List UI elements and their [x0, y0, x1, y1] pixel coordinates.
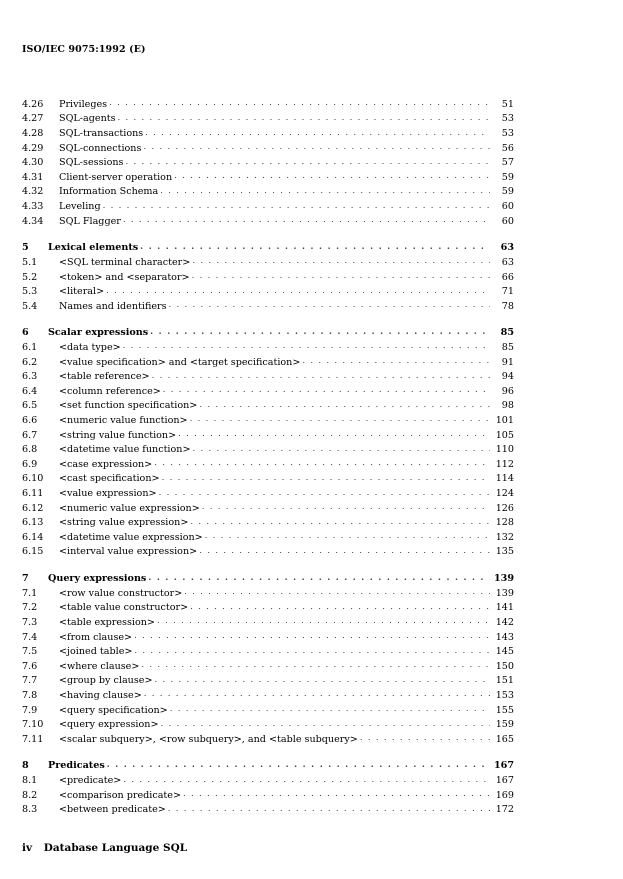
running-header: ISO/IEC 9075:1992 (E): [22, 44, 146, 55]
dot-leader: [205, 531, 490, 541]
section-gap: [22, 747, 514, 759]
toc-entry[interactable]: [22, 185, 514, 200]
toc-entry-page: 159: [495, 719, 514, 731]
toc-entry-title: <joined table>: [59, 646, 133, 658]
toc-entry-number: 4.31: [22, 171, 44, 183]
toc-entry-title: <table expression>: [59, 616, 155, 628]
toc-section-heading[interactable]: [22, 240, 514, 255]
toc-entry-page: 56: [501, 142, 514, 154]
toc-section-heading[interactable]: [22, 326, 514, 341]
toc-entry-title: <predicate>: [59, 775, 122, 786]
dot-leader: [148, 573, 490, 583]
toc-entry[interactable]: [22, 615, 514, 630]
toc-entry[interactable]: [22, 732, 514, 747]
toc-entry-number: 7.3: [22, 616, 38, 628]
toc-entry-page: 98: [501, 400, 514, 412]
toc-entry-page: 114: [495, 473, 514, 485]
toc-entry-page: 142: [495, 616, 514, 628]
toc-entry-title: <from clause>: [59, 631, 133, 643]
dot-leader: [141, 660, 490, 670]
toc-entry-page: 53: [501, 113, 514, 125]
toc-entry-number: 6.11: [22, 488, 44, 500]
page-footer: [22, 842, 187, 854]
toc-entry-page: 165: [495, 733, 514, 745]
dot-leader: [163, 385, 490, 395]
toc-entry-title: <case expression>: [59, 458, 153, 470]
dot-leader: [134, 631, 490, 641]
toc-entry-number: 8.3: [22, 804, 38, 816]
dot-leader: [190, 517, 490, 527]
toc-entry[interactable]: [22, 788, 514, 803]
toc-entry[interactable]: [22, 530, 514, 545]
toc-entry-number: 7.1: [22, 587, 38, 599]
toc-entry-title: Leveling: [59, 201, 101, 213]
toc-entry-number: 5.3: [22, 286, 38, 298]
toc-entry[interactable]: [22, 299, 514, 314]
toc-entry-number: 4.32: [22, 186, 44, 198]
dot-leader: [159, 488, 490, 498]
dot-leader: [184, 587, 490, 597]
toc-entry-title: Scalar expressions: [48, 327, 149, 339]
toc-entry-page: 78: [501, 300, 514, 312]
toc-entry-number: 6.13: [22, 517, 44, 529]
toc-entry-page: 139: [495, 587, 514, 599]
toc-entry-title: <having clause>: [59, 689, 142, 701]
toc-entry[interactable]: [22, 428, 514, 443]
dot-leader: [183, 789, 490, 799]
toc-section-heading[interactable]: [22, 571, 514, 586]
toc-entry-number: 6.3: [22, 371, 38, 383]
toc-entry-page: 167: [493, 760, 514, 772]
toc-entry-page: 63: [500, 242, 514, 254]
toc-entry[interactable]: [22, 545, 514, 560]
toc-entry-number: 5.4: [22, 300, 38, 312]
toc-entry-title: <table value constructor>: [59, 602, 189, 614]
dot-leader: [199, 400, 490, 410]
dot-leader: [162, 473, 490, 483]
toc-entry-number: 6.15: [22, 546, 44, 558]
toc-entry-number: 5: [22, 242, 29, 254]
toc-entry[interactable]: [22, 155, 514, 170]
toc-entry-page: 141: [495, 602, 514, 614]
toc-entry[interactable]: [22, 126, 514, 141]
toc-entry-page: 66: [501, 271, 514, 283]
dot-leader: [154, 458, 490, 468]
toc-entry-page: 132: [495, 531, 514, 543]
toc-entry[interactable]: [22, 112, 514, 127]
toc-entry[interactable]: [22, 170, 514, 185]
toc-entry-number: 6.2: [22, 356, 38, 368]
toc-entry-number: 6.12: [22, 502, 44, 514]
toc-entry-number: 8: [22, 760, 29, 772]
toc-entry-number: 8.1: [22, 775, 38, 786]
toc-entry[interactable]: [22, 773, 514, 788]
toc-entry-page: 85: [501, 341, 514, 353]
toc-entry-title: <numeric value expression>: [59, 502, 200, 514]
toc-entry-number: 4.33: [22, 201, 44, 213]
toc-entry[interactable]: [22, 442, 514, 457]
toc-entry-number: 4.30: [22, 157, 44, 169]
toc-entry-number: 7.7: [22, 675, 38, 687]
toc-entry-page: 143: [495, 631, 514, 643]
dot-leader: [178, 429, 490, 439]
toc-entry-page: 169: [495, 789, 514, 801]
dot-leader: [118, 113, 490, 123]
dot-leader: [199, 546, 490, 556]
dot-leader: [170, 704, 490, 714]
toc-entry-title: Information Schema: [59, 186, 159, 198]
dot-leader: [103, 201, 490, 211]
dot-leader: [193, 444, 491, 454]
toc-entry-title: <cast specification>: [59, 473, 160, 485]
toc-entry-page: 105: [495, 429, 514, 441]
toc-entry-number: 6.9: [22, 458, 38, 470]
dot-leader: [150, 327, 490, 337]
toc-entry-page: 101: [495, 414, 514, 426]
toc-entry-page: 155: [495, 704, 514, 716]
toc-entry[interactable]: [22, 457, 514, 472]
toc-entry-title: <column reference>: [59, 385, 161, 397]
dot-leader: [123, 341, 490, 351]
toc-entry-title: Privileges: [59, 98, 108, 110]
toc-entry-number: 4.29: [22, 142, 44, 154]
toc-entry[interactable]: [22, 97, 514, 112]
toc-entry-title: <value specification> and <target specification>: [59, 356, 301, 368]
toc-entry-number: 6.8: [22, 444, 38, 456]
toc-entry[interactable]: [22, 214, 514, 229]
dot-leader: [160, 186, 490, 196]
toc-entry-page: 91: [501, 356, 514, 368]
toc-entry-title: <literal>: [59, 286, 105, 298]
toc-entry-number: 6.7: [22, 429, 38, 441]
toc-entry-title: <SQL terminal character>: [59, 256, 191, 268]
toc-section-heading[interactable]: [22, 759, 514, 774]
toc-entry-number: 6.4: [22, 385, 38, 397]
dot-leader: [169, 300, 490, 310]
toc-entry[interactable]: [22, 486, 514, 501]
toc-entry-number: 5.2: [22, 271, 38, 283]
toc-entry-number: 4.28: [22, 128, 44, 140]
toc-entry-page: 63: [501, 256, 514, 268]
dot-leader: [192, 271, 490, 281]
dot-leader: [143, 142, 490, 152]
dot-leader: [123, 215, 490, 225]
toc-entry[interactable]: [22, 703, 514, 718]
section-gap: [22, 228, 514, 240]
toc-entry[interactable]: [22, 586, 514, 601]
table-of-contents: [22, 97, 514, 817]
toc-entry-number: 5.1: [22, 256, 38, 268]
toc-entry-page: 59: [501, 171, 514, 183]
toc-entry-page: 135: [495, 546, 514, 558]
toc-entry-title: <between predicate>: [59, 804, 166, 816]
dot-leader: [125, 157, 490, 167]
dot-leader: [168, 804, 490, 814]
toc-entry-number: 4.26: [22, 98, 44, 110]
toc-entry-number: 6: [22, 327, 29, 339]
toc-entry[interactable]: [22, 472, 514, 487]
toc-entry-number: 6.6: [22, 414, 38, 426]
toc-entry-number: 7.4: [22, 631, 38, 643]
dot-leader: [144, 689, 490, 699]
toc-entry-number: 8.2: [22, 789, 38, 801]
toc-entry[interactable]: [22, 384, 514, 399]
dot-leader: [302, 356, 490, 366]
toc-entry-number: 6.5: [22, 400, 38, 412]
toc-entry-page: 60: [501, 201, 514, 213]
toc-entry-page: 85: [500, 327, 514, 339]
toc-entry-title: SQL-agents: [59, 113, 116, 125]
toc-entry-page: 94: [501, 371, 514, 383]
section-gap: [22, 559, 514, 571]
toc-entry-title: <value expression>: [59, 488, 157, 500]
dot-leader: [134, 646, 490, 656]
toc-entry-number: 7: [22, 573, 29, 585]
toc-entry-title: <token> and <separator>: [59, 271, 190, 283]
toc-entry-number: 7.5: [22, 646, 38, 658]
dot-leader: [106, 286, 490, 296]
dot-leader: [192, 256, 490, 266]
dot-leader: [360, 733, 490, 743]
toc-entry-number: 7.8: [22, 689, 38, 701]
toc-entry-page: 57: [501, 157, 514, 169]
toc-entry-number: 7.9: [22, 704, 38, 716]
dot-leader: [123, 775, 490, 785]
toc-entry[interactable]: [22, 501, 514, 516]
toc-entry-title: <string value expression>: [59, 517, 189, 529]
toc-entry-page: 150: [495, 660, 514, 672]
toc-entry-page: 53: [501, 128, 514, 140]
toc-entry[interactable]: [22, 630, 514, 645]
toc-entry-title: SQL-sessions: [59, 157, 124, 169]
dot-leader: [155, 675, 490, 685]
toc-entry-title: <where clause>: [59, 660, 140, 672]
dot-leader: [190, 602, 490, 612]
dot-leader: [145, 128, 490, 138]
toc-entry-title: <data type>: [59, 341, 121, 353]
dot-leader: [202, 502, 490, 512]
toc-entry-page: 151: [495, 675, 514, 687]
toc-entry-number: 4.27: [22, 113, 44, 125]
footer-book-title: Database Language SQL: [43, 842, 188, 854]
dot-leader: [157, 616, 490, 626]
toc-entry[interactable]: [22, 601, 514, 616]
toc-entry[interactable]: [22, 659, 514, 674]
dot-leader: [190, 414, 490, 424]
toc-entry-page: 145: [495, 646, 514, 658]
toc-entry[interactable]: [22, 284, 514, 299]
dot-leader: [174, 171, 490, 181]
toc-entry-page: 59: [501, 186, 514, 198]
toc-entry-number: 4.34: [22, 215, 44, 227]
toc-entry[interactable]: [22, 355, 514, 370]
toc-entry-number: 6.1: [22, 341, 38, 353]
toc-entry-title: Query expressions: [48, 573, 147, 585]
dot-leader: [140, 242, 490, 252]
toc-entry-title: <row value constructor>: [59, 587, 183, 599]
toc-entry-page: 172: [495, 804, 514, 816]
toc-entry-page: 139: [493, 573, 514, 585]
toc-entry-number: 6.10: [22, 473, 44, 485]
toc-entry-page: 96: [501, 385, 514, 397]
toc-entry-title: Names and identifiers: [59, 300, 167, 312]
toc-entry-title: SQL-connections: [59, 142, 142, 154]
toc-entry-title: <datetime value function>: [59, 444, 191, 456]
toc-entry-page: 112: [495, 458, 514, 470]
toc-entry[interactable]: [22, 674, 514, 689]
toc-entry-title: <scalar subquery>, <row subquery>, and <table subquery>: [59, 733, 358, 745]
toc-entry-title: Client-server operation: [59, 171, 173, 183]
toc-entry-title: <query specification>: [59, 704, 168, 716]
toc-entry-title: <query expression>: [59, 719, 159, 731]
toc-entry-page: 110: [495, 444, 514, 456]
toc-entry-title: <datetime value expression>: [59, 531, 203, 543]
dot-leader: [107, 760, 490, 770]
toc-entry[interactable]: [22, 255, 514, 270]
toc-entry-page: 153: [495, 689, 514, 701]
footer-page-number: iv: [22, 842, 33, 854]
toc-entry[interactable]: [22, 399, 514, 414]
toc-entry-title: SQL Flagger: [59, 215, 121, 227]
toc-entry[interactable]: [22, 270, 514, 285]
toc-entry-title: Predicates: [48, 760, 105, 772]
toc-entry[interactable]: [22, 515, 514, 530]
toc-entry-page: 167: [495, 775, 514, 786]
toc-entry-title: <numeric value function>: [59, 414, 188, 426]
toc-entry-page: 71: [501, 286, 514, 298]
toc-entry-title: <interval value expression>: [59, 546, 198, 558]
dot-leader: [161, 719, 491, 729]
toc-entry-number: 7.2: [22, 602, 38, 614]
toc-entry[interactable]: [22, 413, 514, 428]
toc-entry[interactable]: [22, 199, 514, 214]
toc-entry[interactable]: [22, 717, 514, 732]
toc-entry-number: 7.11: [22, 733, 44, 745]
toc-entry-title: <string value function>: [59, 429, 177, 441]
toc-entry-number: 6.14: [22, 531, 44, 543]
toc-entry[interactable]: [22, 340, 514, 355]
toc-entry[interactable]: [22, 369, 514, 384]
dot-leader: [152, 371, 490, 381]
toc-entry-page: 51: [501, 98, 514, 110]
toc-entry-title: SQL-transactions: [59, 128, 144, 140]
dot-leader: [109, 98, 490, 108]
toc-entry-title: <set function specification>: [59, 400, 198, 412]
toc-entry-number: 7.10: [22, 719, 44, 731]
toc-entry[interactable]: [22, 688, 514, 703]
toc-entry-page: 124: [495, 488, 514, 500]
toc-entry-title: Lexical elements: [48, 242, 139, 254]
toc-entry-page: 128: [495, 517, 514, 529]
toc-entry-page: 60: [501, 215, 514, 227]
toc-entry[interactable]: [22, 802, 514, 817]
toc-entry-number: 7.6: [22, 660, 38, 672]
toc-entry-title: <table reference>: [59, 371, 150, 383]
toc-entry-page: 126: [495, 502, 514, 514]
toc-entry-title: <comparison predicate>: [59, 789, 182, 801]
toc-entry[interactable]: [22, 644, 514, 659]
section-gap: [22, 314, 514, 326]
toc-entry-title: <group by clause>: [59, 675, 153, 687]
toc-entry[interactable]: [22, 141, 514, 156]
